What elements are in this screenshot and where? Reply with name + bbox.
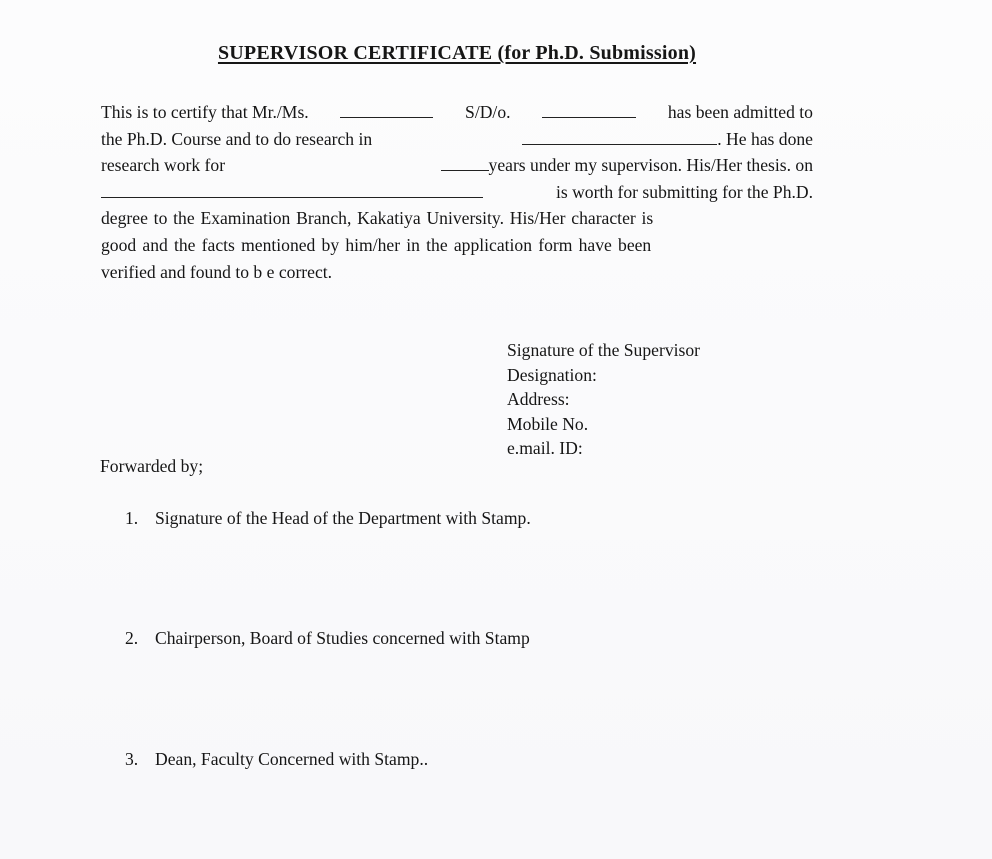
list-item-text: Chairperson, Board of Studies concerned with Stamp	[155, 628, 530, 648]
mobile-label: Mobile No.	[507, 413, 589, 434]
certificate-text: the Ph.D. Course and to do research in	[101, 128, 373, 149]
certificate-text: S/D/o.	[465, 102, 511, 122]
certificate-line-5: degree to the Examination Branch, Kakatiya University. His/Her character is	[101, 208, 654, 229]
list-item-number: 3.	[125, 749, 139, 769]
supervisor-signature-label: Signature of the Supervisor	[507, 340, 701, 360]
certificate-line-1	[101, 99, 813, 126]
certificate-line-3	[101, 152, 813, 179]
parent-name-blank	[542, 99, 636, 118]
list-item-text: Dean, Faculty Concerned with Stamp..	[155, 749, 429, 769]
certificate-line-2	[101, 126, 813, 153]
page-title: SUPERVISOR CERTIFICATE (for Ph.D. Submission)	[217, 42, 697, 64]
research-subject-blank	[522, 126, 717, 145]
list-item	[125, 508, 531, 529]
forwarded-by-label: Forwarded by;	[100, 456, 204, 476]
certificate-text: years under my supervison. His/Her thesis. on	[488, 155, 813, 176]
name-blank	[340, 99, 433, 118]
certificate-text: research work for	[101, 155, 226, 176]
years-blank	[441, 152, 489, 171]
certificate-paragraph	[101, 99, 813, 285]
certificate-text: This is to certify that Mr./Ms.	[101, 102, 309, 122]
list-item-text: Signature of the Head of the Department with Stamp.	[155, 508, 531, 528]
list-item	[125, 628, 530, 649]
list-item-number: 2.	[125, 628, 139, 648]
list-item-number: 1.	[125, 508, 139, 528]
designation-label: Designation:	[507, 364, 597, 385]
certificate-text: is worth for submitting for the Ph.D.	[555, 181, 813, 202]
email-label: e.mail. ID:	[507, 438, 583, 458]
thesis-title-blank	[101, 179, 483, 198]
supervisor-signature-block	[507, 338, 700, 461]
certificate-line-4	[101, 179, 813, 206]
certificate-line-6: good and the facts mentioned by him/her in the application form have been	[101, 234, 652, 255]
address-label: Address:	[507, 389, 570, 409]
certificate-line-7: verified and found to b e correct.	[101, 261, 333, 282]
certificate-text: . He has done	[717, 128, 813, 149]
list-item	[125, 749, 428, 770]
certificate-text: has been admitted to	[667, 102, 813, 122]
